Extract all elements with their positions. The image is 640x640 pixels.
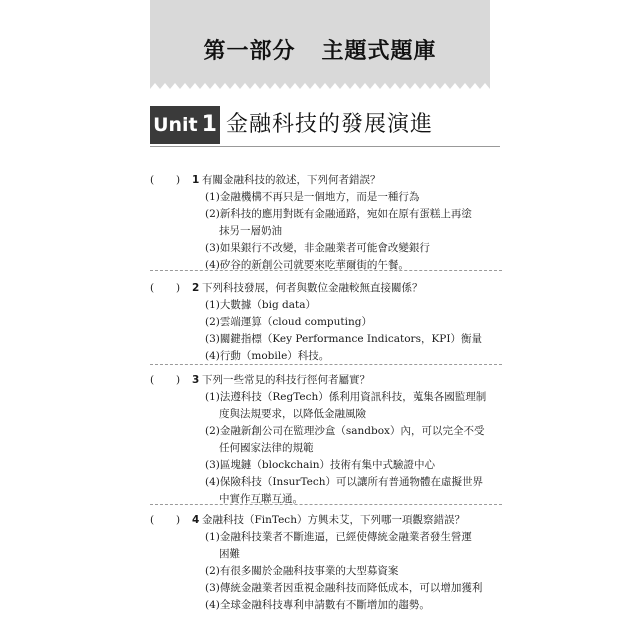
zigzag-edge bbox=[150, 82, 490, 96]
option-2-continued: 任何國家法律的規範 bbox=[219, 442, 314, 454]
option-2: (2)雲端運算（cloud computing） bbox=[205, 316, 372, 328]
question-separator bbox=[150, 270, 502, 271]
option-row bbox=[0, 423, 640, 440]
option-row bbox=[0, 563, 640, 580]
option-4: (4)保險科技（InsurTech）可以讓所有普通物體在虛擬世界 bbox=[205, 476, 483, 488]
option-1-continued: 困難 bbox=[219, 548, 240, 560]
option-row bbox=[0, 257, 640, 274]
option-3: (3)如果銀行不改變，非金融業者可能會改變銀行 bbox=[205, 242, 430, 254]
option-1: (1)大數據（big data） bbox=[205, 299, 316, 311]
question-stem: 下列一些常見的科技行徑何者屬實？ bbox=[202, 374, 370, 386]
option-row bbox=[0, 406, 640, 423]
option-2: (2)新科技的應用對既有金融通路，宛如在原有蛋糕上再塗 bbox=[205, 208, 472, 220]
question-1 bbox=[0, 172, 640, 274]
option-row bbox=[0, 457, 640, 474]
question-2 bbox=[0, 280, 640, 365]
unit-label: Unit bbox=[153, 114, 198, 136]
question-separator bbox=[150, 504, 502, 505]
answer-paren-left: ( bbox=[150, 514, 155, 526]
question-stem: 下列科技發展，何者與數位金融較無直接關係？ bbox=[202, 282, 423, 294]
option-4: (4)全球金融科技專利申請數有不斷增加的趨勢。 bbox=[205, 599, 430, 611]
option-4: (4)矽谷的新創公司就要來吃華爾街的午餐。 bbox=[205, 259, 409, 271]
question-stem-line bbox=[0, 280, 640, 297]
question-4 bbox=[0, 512, 640, 614]
option-row bbox=[0, 348, 640, 365]
answer-paren-right: ) bbox=[176, 514, 181, 526]
option-2: (2)有很多關於金融科技事業的大型募資案 bbox=[205, 565, 399, 577]
unit-number: 1 bbox=[201, 112, 217, 137]
option-2: (2)金融新創公司在監理沙盒（sandbox）內，可以完全不受 bbox=[205, 425, 485, 437]
part-banner bbox=[150, 0, 490, 96]
option-row bbox=[0, 491, 640, 508]
question-number: 1 bbox=[192, 174, 200, 186]
option-3: (3)區塊鏈（blockchain）技術有集中式驗證中心 bbox=[205, 459, 436, 471]
answer-paren-left: ( bbox=[150, 282, 155, 294]
option-1: (1)法遵科技（RegTech）係利用資訊科技，蒐集各國監理制 bbox=[205, 391, 487, 403]
option-row bbox=[0, 206, 640, 223]
option-row bbox=[0, 597, 640, 614]
question-number: 3 bbox=[192, 374, 200, 386]
part-title bbox=[150, 34, 490, 65]
question-3 bbox=[0, 372, 640, 508]
answer-paren-right: ) bbox=[176, 374, 181, 386]
option-row bbox=[0, 529, 640, 546]
answer-paren-left: ( bbox=[150, 174, 155, 186]
option-row bbox=[0, 297, 640, 314]
option-4: (4)行動（mobile）科技。 bbox=[205, 350, 330, 362]
option-row bbox=[0, 389, 640, 406]
answer-paren-left: ( bbox=[150, 374, 155, 386]
option-4-continued: 中實作互聯互通。 bbox=[219, 493, 303, 505]
option-row bbox=[0, 474, 640, 491]
unit-divider bbox=[150, 146, 500, 147]
option-3: (3)傳統金融業者因重視金融科技而降低成本，可以增加獲利 bbox=[205, 582, 483, 594]
option-1: (1)金融機構不再只是一個地方，而是一種行為 bbox=[205, 191, 420, 203]
unit-tag bbox=[150, 106, 220, 144]
option-row bbox=[0, 223, 640, 240]
option-1: (1)金融科技業者不斷進逼，已經使傳統金融業者發生營運 bbox=[205, 531, 472, 543]
option-row bbox=[0, 240, 640, 257]
option-row bbox=[0, 440, 640, 457]
question-stem: 金融科技（FinTech）方興未艾，下列哪一項觀察錯誤？ bbox=[202, 514, 465, 526]
option-row bbox=[0, 189, 640, 206]
question-stem-line bbox=[0, 172, 640, 189]
question-separator bbox=[150, 364, 502, 365]
question-stem: 有關金融科技的敘述，下列何者錯誤？ bbox=[202, 174, 381, 186]
option-1-continued: 度與法規要求，以降低金融風險 bbox=[219, 408, 366, 420]
unit-header bbox=[150, 106, 500, 144]
option-3: (3)關鍵指標（Key Performance Indicators，KPI）衡量 bbox=[205, 333, 483, 345]
answer-paren-right: ) bbox=[176, 174, 181, 186]
question-stem-line bbox=[0, 372, 640, 389]
question-stem-line bbox=[0, 512, 640, 529]
option-row bbox=[0, 314, 640, 331]
unit-title: 金融科技的發展演進 bbox=[226, 112, 434, 137]
part-topic: 主題式題庫 bbox=[321, 39, 437, 64]
option-row bbox=[0, 331, 640, 348]
option-row bbox=[0, 580, 640, 597]
option-row bbox=[0, 546, 640, 563]
answer-paren-right: ) bbox=[176, 282, 181, 294]
question-number: 2 bbox=[192, 282, 200, 294]
option-2-continued: 抹另一層奶油 bbox=[219, 225, 282, 237]
part-label: 第一部分 bbox=[203, 39, 296, 64]
question-number: 4 bbox=[192, 514, 200, 526]
